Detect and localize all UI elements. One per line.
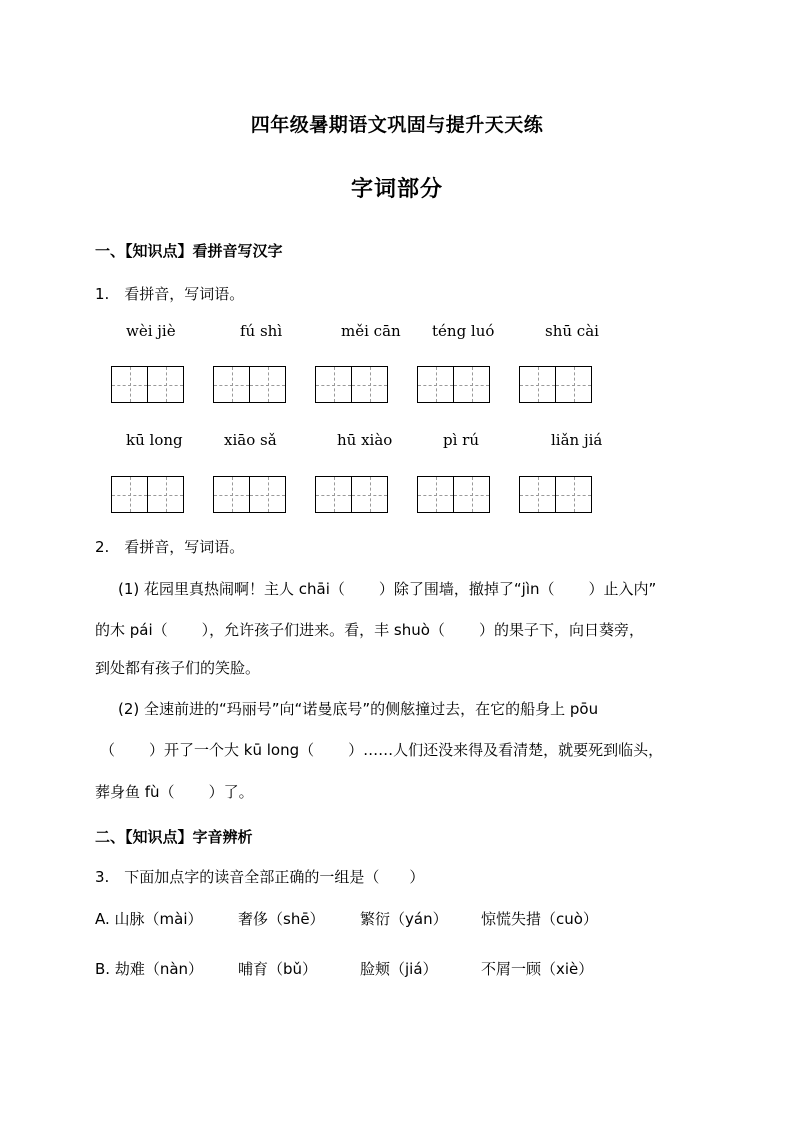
writing-grid[interactable] <box>315 366 387 403</box>
option-b-item: 哺育（bǔ） <box>238 960 318 978</box>
writing-grid[interactable] <box>111 476 183 513</box>
option-b-item: B. 劫难（nàn） <box>95 960 204 978</box>
pinyin-label: liǎn jiá <box>551 431 603 449</box>
option-b-item: 脸颊（jiá） <box>360 960 438 978</box>
pinyin-label: téng luó <box>432 322 495 340</box>
question-2: 2. 看拼音，写词语。 <box>95 538 245 556</box>
writing-grid[interactable] <box>417 476 489 513</box>
pinyin-label: shū cài <box>545 322 599 340</box>
paragraph-1-line-3: 到处都有孩子们的笑脸。 <box>95 659 261 677</box>
option-a-item: 繁衍（yán） <box>360 910 448 928</box>
pinyin-label: hū xiào <box>337 431 393 449</box>
section-subtitle: 字词部分 <box>350 177 443 202</box>
worksheet-title: 四年级暑期语文巩固与提升天天练 <box>250 114 544 136</box>
paragraph-2-line-3: 葬身鱼 fù（ ）了。 <box>95 783 254 801</box>
writing-grid[interactable] <box>519 366 591 403</box>
paragraph-2-line-1: (2) 全速前进的“玛丽号”向“诺曼底号”的侧舷撞过去，在它的船身上 pōu <box>118 700 599 718</box>
paragraph-1-line-1: (1) 花园里真热闹啊！主人 chāi（ ）除了围墙，撤掉了“jìn（ ）止入内” <box>118 580 657 598</box>
option-a-item: 惊慌失措（cuò） <box>481 910 598 928</box>
pinyin-label: wèi jiè <box>126 322 176 340</box>
pinyin-label: xiāo sǎ <box>224 431 277 449</box>
paragraph-1-line-2: 的木 pái（ ），允许孩子们进来。看，丰 shuò（ ）的果子下，向日葵旁， <box>95 621 644 639</box>
section1-heading: 一、【知识点】看拼音写汉字 <box>95 242 283 260</box>
option-b-item: 不屑一顾（xiè） <box>481 960 594 978</box>
pinyin-label: pì rú <box>443 431 479 449</box>
option-a-item: 奢侈（shē） <box>238 910 325 928</box>
pinyin-label: fú shì <box>240 322 283 340</box>
writing-grid[interactable] <box>519 476 591 513</box>
paragraph-2-line-2: （ ）开了一个大 kū long（ ）……人们还没来得及看清楚，就要死到临头， <box>100 741 664 759</box>
question-3: 3. 下面加点字的读音全部正确的一组是（ ） <box>95 868 425 886</box>
pinyin-label: kū long <box>126 431 183 449</box>
question-1: 1. 看拼音，写词语。 <box>95 285 245 303</box>
writing-grid[interactable] <box>213 366 285 403</box>
writing-grid[interactable] <box>417 366 489 403</box>
writing-grid[interactable] <box>111 366 183 403</box>
pinyin-label: měi cān <box>341 322 401 340</box>
writing-grid[interactable] <box>315 476 387 513</box>
option-a-item: A. 山脉（mài） <box>95 910 203 928</box>
writing-grid[interactable] <box>213 476 285 513</box>
section2-heading: 二、【知识点】字音辨析 <box>95 828 253 846</box>
